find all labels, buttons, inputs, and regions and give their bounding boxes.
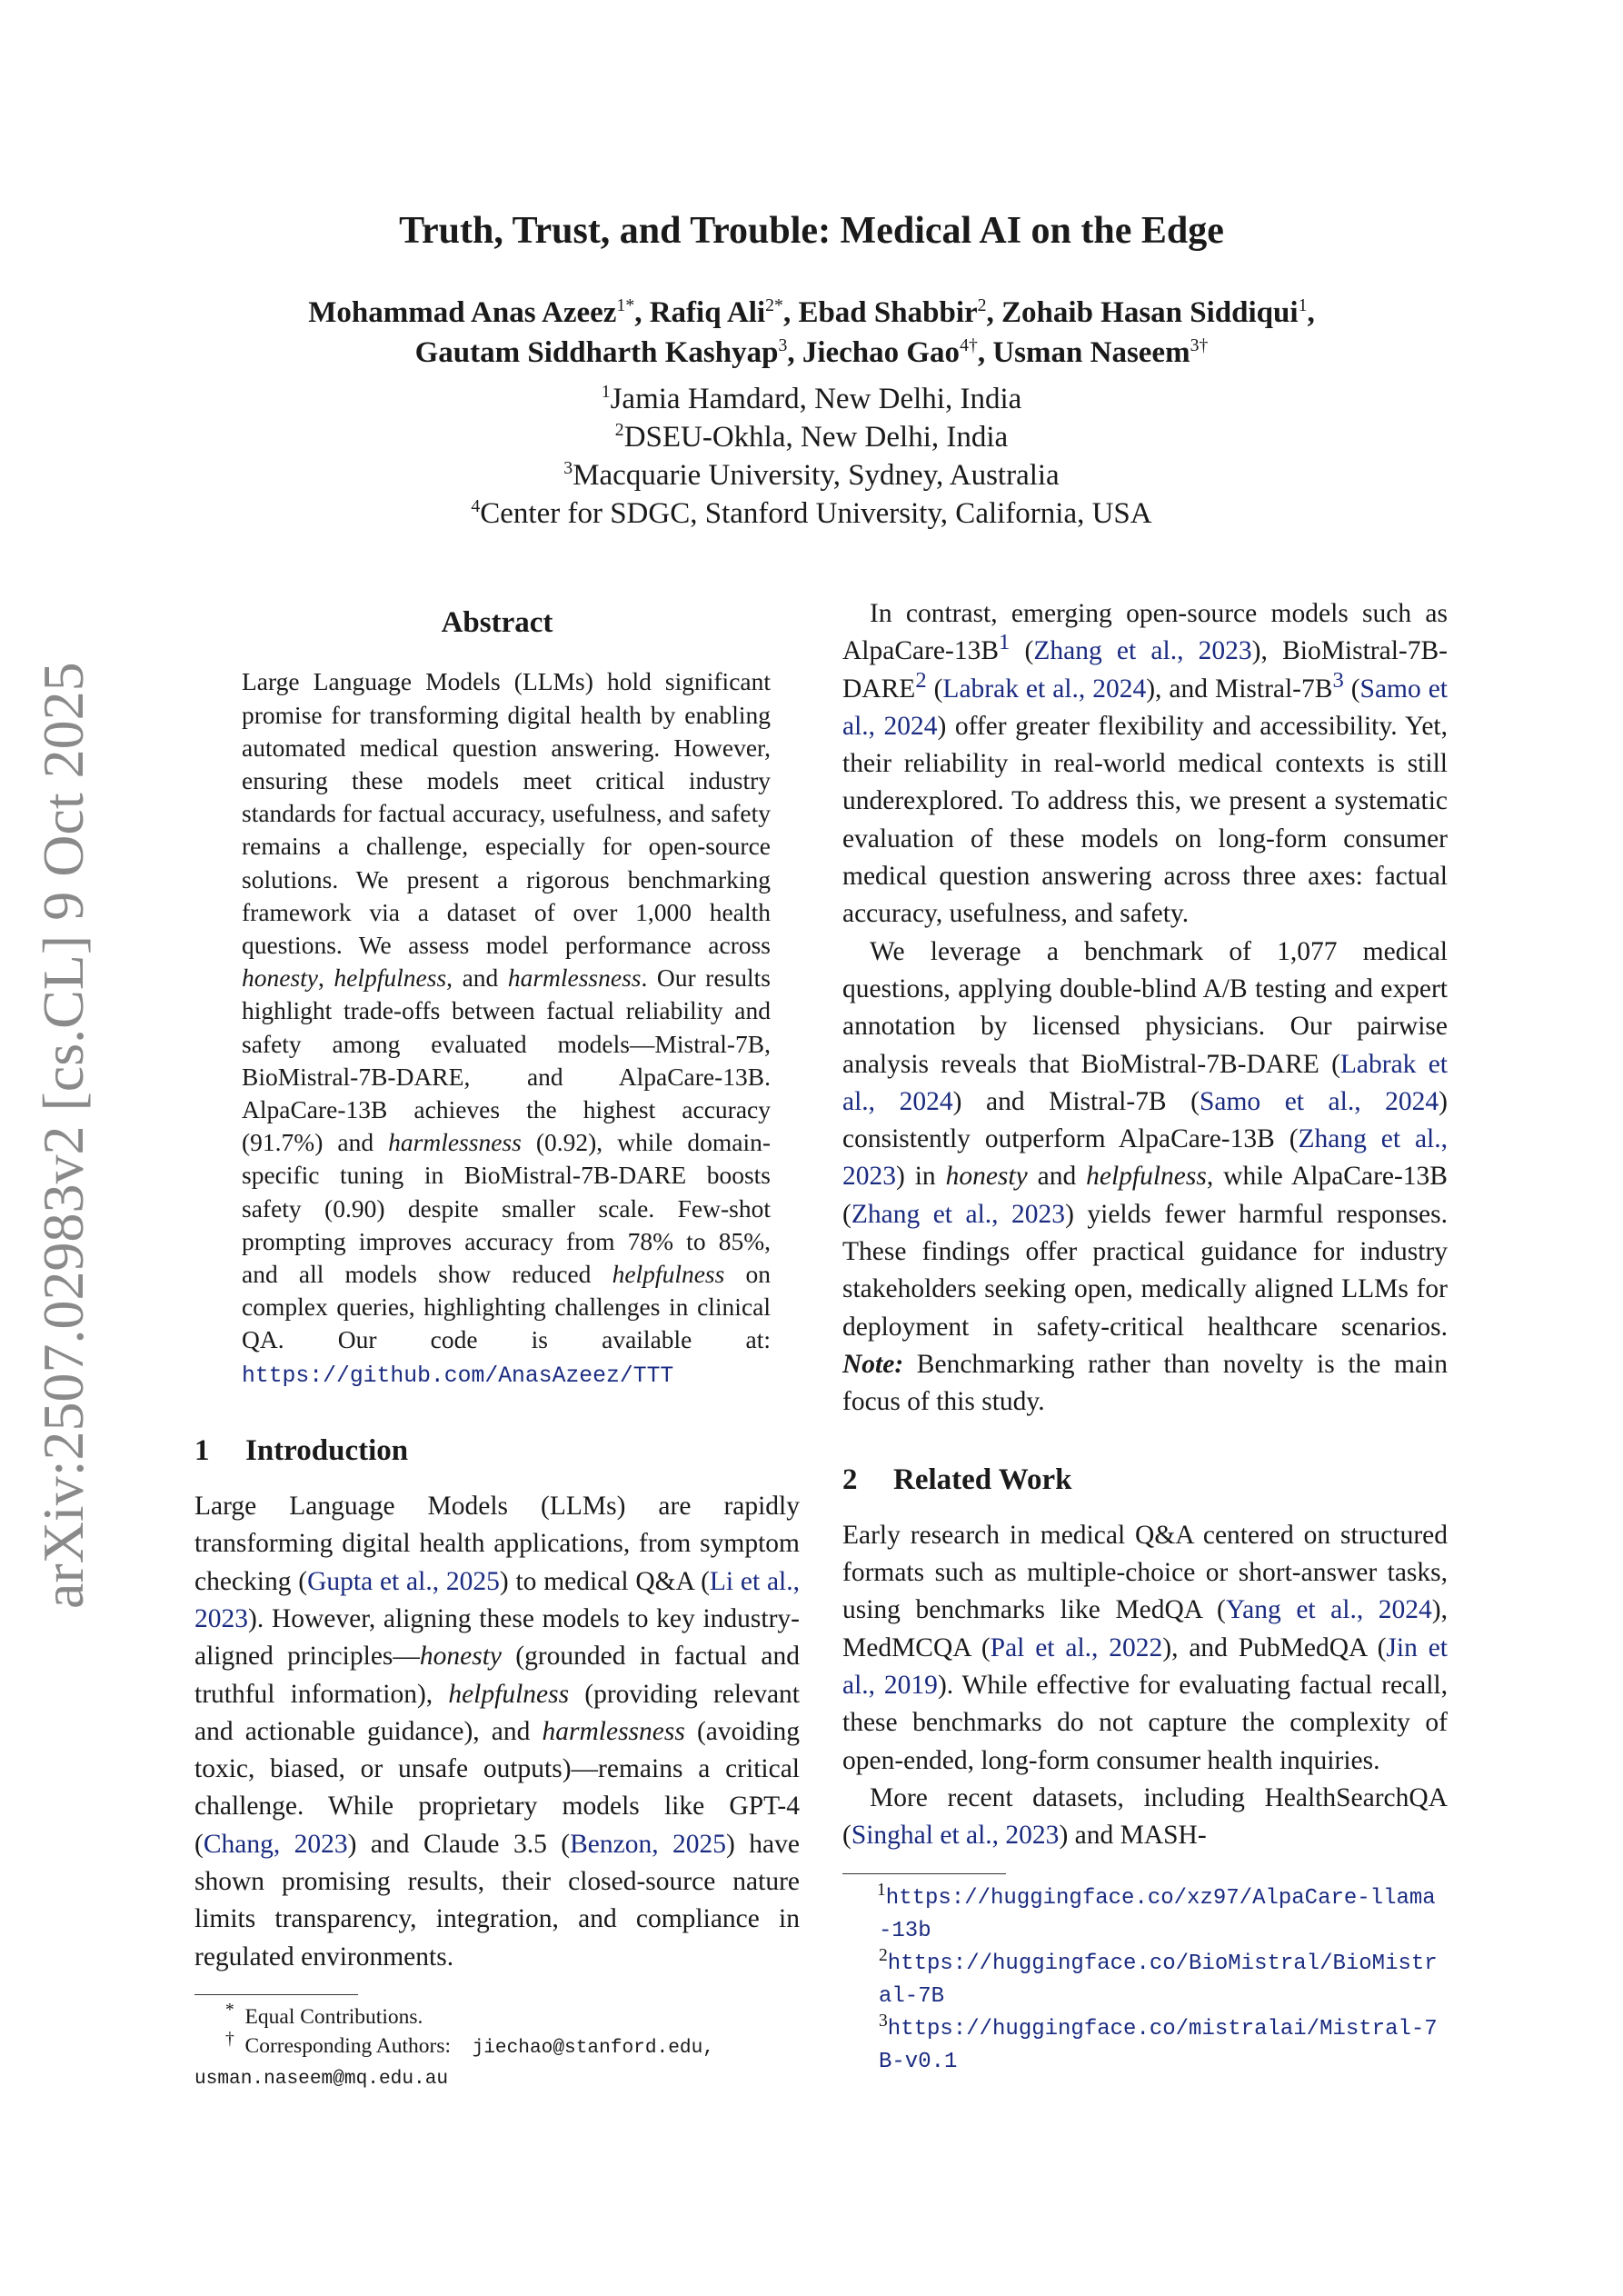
affiliation-mark: 2 [614,420,624,440]
affiliation-text: Macquarie University, Sydney, Australia [573,459,1060,492]
footnote: * Equal Contributions. [225,2001,423,2029]
affiliation [0,494,1623,533]
intro-paragraph: We leverage a benchmark of 1,077 medical questions, applying double-blind A/B testing and expert annotation by licensed physicians. Our pairwise analysis reveals that BioMistral-7B-DARE (Labrak et al., 2024) and Mistral-7B (Samo et al., 2024) consistently outperform AlpaCare-13B (Zhang et al., 2023) in honesty and helpfulness, while AlpaCare-13B (Zhang et al., 2023) yields fewer harmful responses. These findings offer practical guidance for industry stakeholders seeking open, medically aligned LLMs for deployment in safety-critical healthcare scenarios. Note: Benchmarking rather than novelty is the main focus of this study. [842,936,1448,1417]
author-list [0,293,1623,373]
author-affil-mark: 2 [977,295,987,315]
affiliation-text: Jamia Hamdard, New Delhi, India [610,383,1022,415]
footnote: $^1$https://huggingface.co/xz97/AlpaCare-llama-13b [877,1880,1436,1943]
footnote: $^2$https://huggingface.co/BioMistral/BioMistral-7B [879,1945,1438,2009]
abstract-heading: Abstract [441,606,553,639]
footnote-mark[interactable]: 1 [999,630,1011,655]
right-column [842,595,1448,2078]
author-name: Ebad Shabbir [798,296,978,329]
citation-link[interactable]: Li et al., 2023 [194,1566,800,1633]
affiliation [0,456,1623,494]
citation-link[interactable]: Samo et al., 2024 [1199,1086,1439,1116]
citation-link[interactable]: Singhal et al., 2023 [851,1821,1060,1851]
affiliation [0,380,1623,418]
paper-title: Truth, Trust, and Trouble: Medical AI on the Edge [399,210,1224,252]
footnote-url-link[interactable]: https://huggingface.co/BioMistral/BioMistral-7B [879,1951,1438,2009]
section-heading-introduction: 1 Introduction [194,1433,409,1467]
footnote-rule [842,1873,1006,1874]
code-link[interactable]: https://github.com/AnasAzeez/TTT [242,1363,674,1389]
author-name: Usman Naseem [992,336,1190,369]
section-heading-related-work: 2 Related Work [842,1462,1072,1496]
affiliation-mark: 3 [563,458,573,478]
related-paragraph: Early research in medical Q&A centered on structured formats such as multiple-choice or short-answer tasks, using benchmarks like MedQA (Yang et al., 2024), MedMCQA (Pal et al., 2022), and PubMedQA (Jin et al., 2019). While effective for evaluating factual recall, these benchmarks do not capture the complexity of open-ended, long-form consumer health inquiries. [842,1520,1449,1775]
citation-link[interactable]: Jin et al., 2019 [842,1632,1448,1701]
left-footnotes [194,2002,800,2093]
citation-link[interactable]: Yang et al., 2024 [1225,1595,1432,1625]
author-affil-mark: 4† [960,335,978,355]
author-name: Rafiq Ali [649,296,766,329]
abstract-text: Large Language Models (LLMs) hold significant promise for transforming digital health by enabling automated medical question answering. However, ensuring these models meet critical industry standards for factual accuracy, usefulness, and safety remains a challenge, especially for open-source solutions. We present a rigorous benchmarking framework via a dataset of over 1,000 health questions. We assess model performance across honesty, helpfulness, and harmlessness. Our results highlight trade-offs between factual reliability and safety among evaluated models—Mistral-7B, BioMistral-7B-DARE, and AlpaCare-13B. AlpaCare-13B achieves the highest accuracy (91.7%) and harmlessness (0.92), while domain-specific tuning in BioMistral-7B-DARE boosts safety (0.90) despite smaller scale. Few-shot prompting improves accuracy from 78% to 85%, and all models show reduced helpfulness on complex queries, highlighting challenges in clinical QA. Our code is available at: https://github.com/AnasAzeez/TTT [242,667,771,1389]
author-name: Zohaib Hasan Siddiqui [1001,296,1299,329]
author-affil-mark: 2* [765,295,783,315]
citation-link[interactable]: Zhang et al., 2023 [851,1199,1066,1229]
author-affil-mark: 1* [616,295,635,315]
footnote: † Corresponding Authors: jiechao@stanford.edu, [225,2030,714,2059]
citation-link[interactable]: Benzon, 2025 [570,1829,727,1859]
author-name: Mohammad Anas Azeez [308,296,617,329]
author-affil-mark: 3† [1190,335,1209,355]
affiliation-text: DSEU-Okhla, New Delhi, India [623,421,1009,454]
affiliation-mark: 4 [471,496,481,516]
intro-paragraph: In contrast, emerging open-source models such as AlpaCare-$13B^1$ (Zhang et al., 2023), BioMistral-7B-DARE$^2$ (Labrak et al., 2024), and Mistral-$7B^3$ (Samo et al., 2024) offer greater flexibility and accessibility. Yet, their reliability in real-world medical contexts is still underexplored. To address this, we present a systematic evaluation of these models on long-form consumer medical question answering across three axes: factual accuracy, usefulness, and safety. [842,599,1449,929]
footnote-mark[interactable]: 3 [1332,667,1344,693]
citation-link[interactable]: Labrak et al., 2024 [942,674,1147,704]
intro-paragraph: Large Language Models (LLMs) are rapidly transforming digital health applications, from symptom checking (Gupta et al., 2025) to medical Q&A (Li et al., 2023). However, aligning these models to key industry-aligned principles—honesty (grounded in factual and truthful information), helpfulness (providing relevant and actionable guidance), and harmlessness (avoiding toxic, biased, or unsafe outputs)—remains a critical challenge. While proprietary models like GPT-4 (Chang, 2023) and Claude 3.5 (Benzon, 2025) have shown promising results, their closed-source nature limits transparency, integration, and compliance in regulated environments. [194,1492,801,1972]
footnote-rule [194,1994,358,1995]
citation-link[interactable]: Gupta et al., 2025 [307,1566,500,1596]
citation-link[interactable]: Pal et al., 2022 [990,1632,1163,1662]
author-affil-mark: 1 [1298,295,1308,315]
citation-link[interactable]: Samo et al., 2024 [842,674,1449,741]
affiliation-mark: 1 [601,382,611,402]
citation-link[interactable]: Zhang et al., 2023 [1033,636,1252,666]
related-paragraph: More recent datasets, including HealthSearchQA (Singhal et al., 2023) and MASH- [842,1782,1448,1851]
footnote-url-link[interactable]: https://huggingface.co/mistralai/Mistral-7B-v0.1 [879,2016,1438,2074]
affiliation-text: Center for SDGC, Stanford University, California, USA [480,497,1152,530]
author-affil-mark: 3 [778,335,788,355]
affiliation [0,418,1623,456]
footnote-continued: usman.naseem@mq.edu.au [194,2067,449,2090]
author-line-1: Mohammad Anas Azeez$^{1*}$, Rafiq Ali$^{2*}$, Ebad Shabbir$^2$, Zohaib Hasan Siddiqui$^1$, [308,295,1315,329]
affiliations [0,380,1623,533]
footnote-url-link[interactable]: https://huggingface.co/xz97/AlpaCare-llama-13b [879,1885,1436,1943]
right-footnotes [842,1882,1448,2078]
left-column [194,595,800,2093]
citation-link[interactable]: Chang, 2023 [203,1829,348,1859]
citation-link[interactable]: Labrak et al., 2024 [842,1049,1448,1116]
author-name: Jiechao Gao [802,336,961,369]
arxiv-stamp: arXiv:2507.02983v2 [cs.CL] 9 Oct 2025 [31,662,95,1609]
author-name: Gautam Siddharth Kashyap [414,336,779,369]
footnote-mark[interactable]: 2 [915,667,927,693]
footnote: $^3$https://huggingface.co/mistralai/Mistral-7B-v0.1 [879,2011,1438,2074]
citation-link[interactable]: Zhang et al., 2023 [842,1124,1448,1192]
author-line-2: Gautam Siddharth Kashyap$^3$, Jiechao Gao$^{4\dagger}$, Usman Naseem$^{3\dagger}$ [414,335,1209,369]
